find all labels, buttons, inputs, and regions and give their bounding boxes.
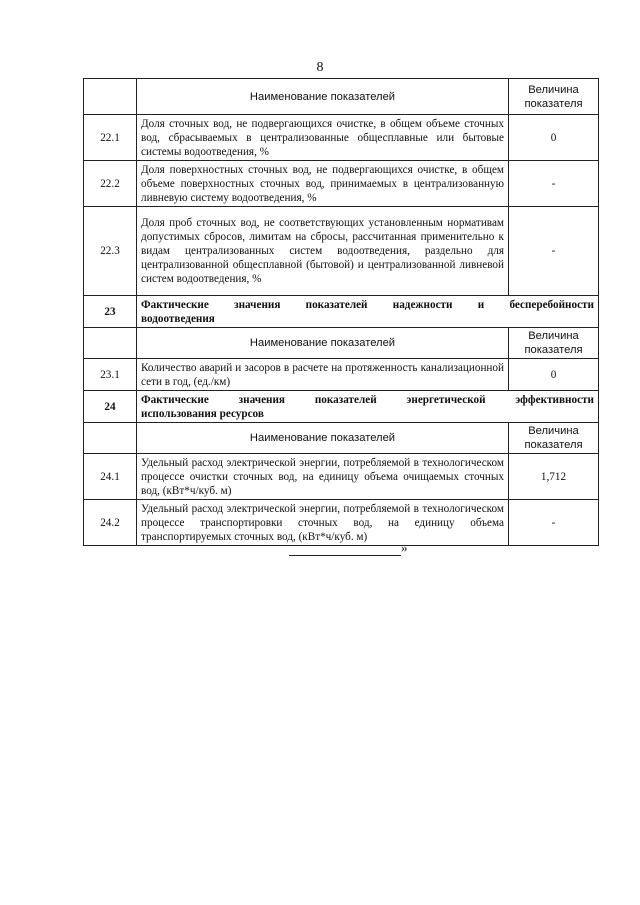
row-value: 1,712 bbox=[509, 454, 599, 500]
header-name-cell: Наименование показателей bbox=[137, 328, 509, 359]
table-row bbox=[84, 454, 599, 500]
row-description: Доля поверхностных сточных вод, не подвергающихся очистке, в общем объеме поверхностных сточных вод, принимаемых в централизованную ливневую систему водоотведения, % bbox=[137, 161, 509, 207]
row-number: 22.1 bbox=[84, 115, 137, 161]
row-description: Удельный расход электрической энергии, потребляемой в технологическом процессе транспортировки сточных вод, на единицу объема транспортируемых сточных вод, (кВт*ч/куб. м) bbox=[137, 500, 509, 546]
header-name-cell: Наименование показателей bbox=[137, 423, 509, 454]
section-title-line: использования ресурсов bbox=[141, 407, 264, 420]
row-number: 23.1 bbox=[84, 359, 137, 391]
indicators-table bbox=[83, 78, 599, 546]
row-value: 0 bbox=[509, 359, 599, 391]
closing-line bbox=[289, 540, 408, 556]
table-header-row bbox=[84, 328, 599, 359]
section-title bbox=[137, 296, 599, 328]
section-title-line: водоотведения bbox=[141, 312, 215, 325]
row-description: Доля сточных вод, не подвергающихся очистке, в общем объеме сточных вод, сбрасываемых в централизованные общесплавные или бытовые системы водоотведения, % bbox=[137, 115, 509, 161]
row-value: 0 bbox=[509, 115, 599, 161]
section-row bbox=[84, 296, 599, 328]
closing-quote-mark: » bbox=[401, 540, 408, 555]
section-title-line: Фактические значения показателей надежности и бесперебойности bbox=[141, 298, 594, 311]
table-row bbox=[84, 359, 599, 391]
section-row bbox=[84, 391, 599, 423]
table-row bbox=[84, 207, 599, 296]
header-value-cell: Величина показателя bbox=[509, 328, 599, 359]
section-number: 24 bbox=[84, 391, 137, 423]
row-number: 24.1 bbox=[84, 454, 137, 500]
section-title bbox=[137, 391, 599, 423]
page-number: 8 bbox=[316, 60, 324, 75]
row-description: Доля проб сточных вод, не соответствующих установленным нормативам допустимых сбросов, лимитам на сбросы, рассчитанная применительно к видам централизованных систем водоотведения, раздельно для централизованной общесплавной (бытовой) и централизованной ливневой систем водоотведения, % bbox=[137, 207, 509, 296]
row-number: 22.3 bbox=[84, 207, 137, 296]
row-description: Количество аварий и засоров в расчете на протяженность канализационной сети в год, (ед./км) bbox=[137, 359, 509, 391]
row-value: - bbox=[509, 207, 599, 296]
row-number: 24.2 bbox=[84, 500, 137, 546]
row-number: 22.2 bbox=[84, 161, 137, 207]
row-value: - bbox=[509, 161, 599, 207]
table-row bbox=[84, 115, 599, 161]
header-value-cell: Величина показателя bbox=[509, 423, 599, 454]
header-value-cell: Величина показателя bbox=[509, 79, 599, 115]
header-name-cell: Наименование показателей bbox=[137, 79, 509, 115]
table-row bbox=[84, 161, 599, 207]
section-title-line: Фактические значения показателей энергетической эффективности bbox=[141, 393, 594, 406]
table-row bbox=[84, 500, 599, 546]
table-header-row bbox=[84, 79, 599, 115]
header-num-cell bbox=[84, 328, 137, 359]
table-header-row bbox=[84, 423, 599, 454]
section-number: 23 bbox=[84, 296, 137, 328]
signature-underline bbox=[289, 547, 401, 556]
row-value: - bbox=[509, 500, 599, 546]
row-description: Удельный расход электрической энергии, потребляемой в технологическом процессе очистки сточных вод, на единицу объема очищаемых сточных вод, (кВт*ч/куб. м) bbox=[137, 454, 509, 500]
header-num-cell bbox=[84, 423, 137, 454]
header-num-cell bbox=[84, 79, 137, 115]
